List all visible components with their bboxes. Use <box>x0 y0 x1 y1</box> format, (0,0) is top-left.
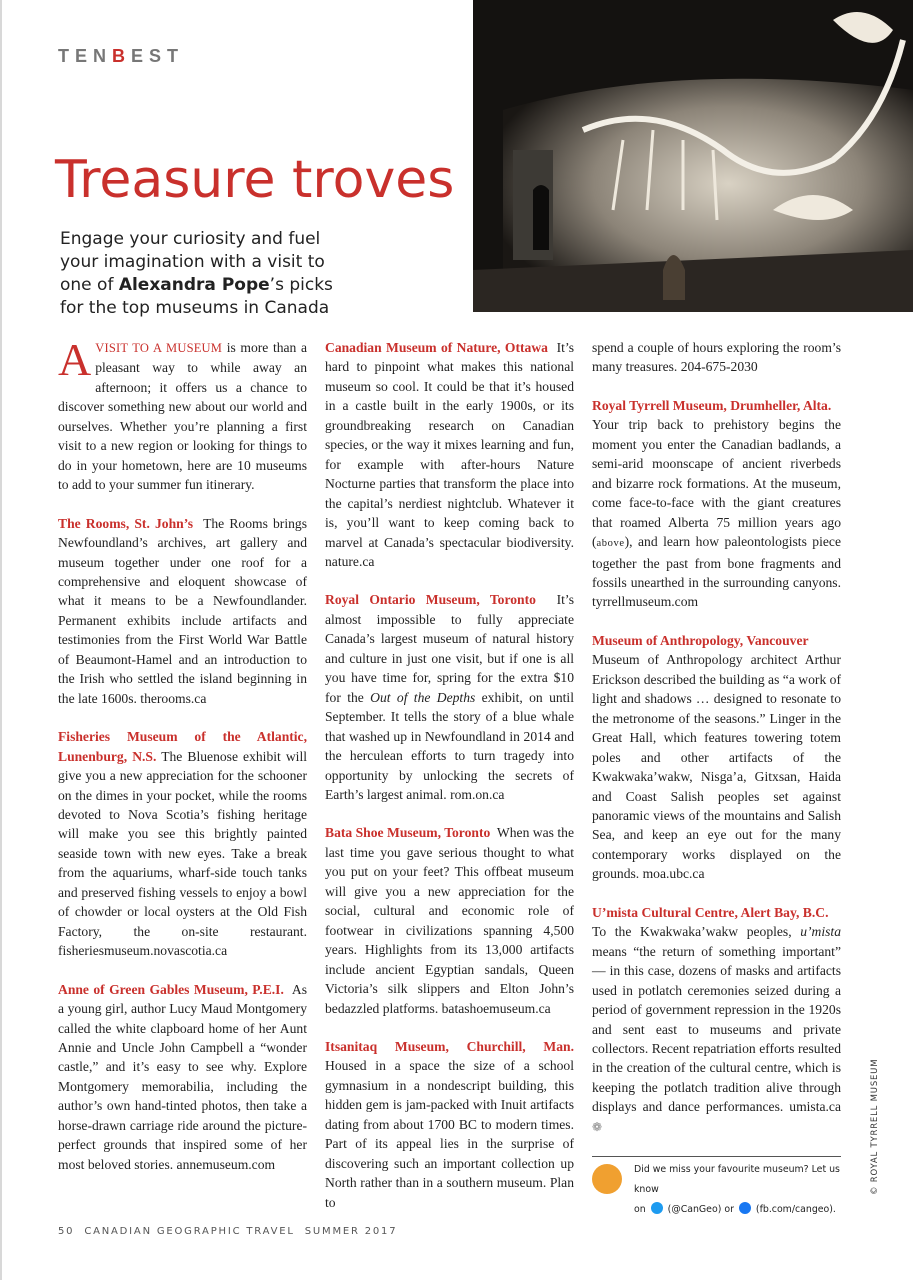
twitter-icon <box>651 1202 663 1214</box>
dinosaur-skeleton-illustration <box>473 0 913 312</box>
facebook-icon <box>739 1202 751 1214</box>
author-name: Alexandra Pope <box>118 275 270 295</box>
museum-heading: Anne of Green Gables Museum, P.E.I. <box>58 981 284 997</box>
issue-date: SUMMER 2017 <box>304 1226 398 1237</box>
museum-entry: Canadian Museum of Nature, Ottawa It’s hard to pinpoint what makes this national museum so cool. It could be that it’s housed in a castle built in the early 1900s, or its groundbreaking research on Canadian species, or the way it mixes learning and fun, for example with after-hours Nature Nocturne parties that transform the place into the capital’s nerdiest nightclub. Whatever it is, you’ll want to keep coming back to marvel at Canada’s spectacular biodiversity. nature.ca <box>325 340 575 569</box>
museum-entry-continued: spend a couple of hours exploring the room’s many treasures. 204-675-2030 <box>592 340 841 375</box>
museum-heading: Canadian Museum of Nature, Ottawa <box>325 340 548 355</box>
page-title: Treasure troves <box>55 150 455 210</box>
social-callout <box>592 1160 852 1215</box>
article-deck: Engage your curiosity and fuel your imagination with a visit to one of Alexandra Pope’s picks for the top museums in Canada <box>60 229 333 318</box>
museum-heading: Museum of Anthropology, Vancouver <box>592 632 809 648</box>
museum-heading: The Rooms, St. John’s <box>58 515 194 531</box>
article-column-2 <box>325 338 574 1231</box>
publication-name: CANADIAN GEOGRAPHIC TRAVEL <box>84 1226 295 1237</box>
article-column-1 <box>58 334 308 1193</box>
intro-paragraph: AVISIT TO A MUSEUM is more than a pleasant way to while away an afternoon; it offers us a chance to discover something new about our world and ourselves. Whether you’re planning a first visit to a new region or looking for things to do in your hometown, here are 10 museums to add to your summer fun itinerary. <box>58 334 308 493</box>
facebook-link[interactable]: (fb.com/cangeo). <box>755 1204 836 1215</box>
museum-entry: Bata Shoe Museum, Toronto When was the last time you gave serious thought to what you put on your feet? This offbeat museum will give you a new appreciation for the social, cultural and economic role of footwear in civilizations spanning 4,500 years. Highlights from its 13,000 artifacts include ancient Egyptian sandals, Queen Victoria’s silk slippers and Elton John’s bedazzled platforms. batashoemuseum.ca <box>325 825 574 1016</box>
section-kicker: TENBEST <box>58 46 185 66</box>
callout-divider <box>592 1156 841 1157</box>
museum-entry: Royal Tyrrell Museum, Drumheller, Alta. Your trip back to prehistory begins the moment you enter the Canadian badlands, a semi-arid moonscape of ancient riverbeds and bizarre rock formations. At the museum, come face-to-face with the giant creatures that roamed Alberta 75 million years ago (above), and learn how paleontologists piece together the past from bone fragments and fossils unearthed in the surrounding canyons. tyrrellmuseum.com <box>592 397 841 610</box>
museum-entry: Royal Ontario Museum, Toronto It’s almost impossible to fully appreciate Canada’s largest museum of natural history and culture in just one visit, but if one is all you have time for, spring for the extra $10 for the Out of the Depths exhibit, on until September. It tells the story of a blue whale that washed up in Newfoundland in 2014 and the herculean efforts to turn tragedy into opportunity by unlocking the secrets of Earth’s largest animal. rom.on.ca <box>325 592 574 802</box>
museum-heading: Itsanitaq Museum, Churchill, Man. <box>325 1038 574 1054</box>
pointing-hand-icon <box>592 1164 622 1194</box>
museum-entry: The Rooms, St. John’s The Rooms brings Newfoundland’s archives, art gallery and museum together under one roof for a comprehensive and eloquent showcase of what it means to be a Newfoundlander. Permanent exhibits include artifacts and testimonies from the First World War Battle of Beaumont-Hamel and an introduction to the Irish who settled the island beginning in the late 1600s. therooms.ca <box>58 515 307 706</box>
page-number: 50 <box>58 1226 75 1237</box>
museum-entry: U’mista Cultural Centre, Alert Bay, B.C. To the Kwakwaka’wakw peoples, u’mista means “the return of something important” — in this case, dozens of masks and artifacts used in potlatch ceremonies seized during a period of government repression in the 1920s and sent east to museums and private collectors. Recent repatriation efforts resulted in the creation of the cultural centre, which is keeping the potlatch tradition alive through displays and dance performances. umista.ca ❁ <box>592 904 841 1134</box>
museum-heading: Royal Tyrrell Museum, Drumheller, Alta. <box>592 397 832 413</box>
dinosaur-exhibit-photo <box>473 0 913 312</box>
photo-credit: © ROYAL TYRRELL MUSEUM <box>870 1058 880 1195</box>
twitter-handle-link[interactable]: (@CanGeo) <box>667 1204 722 1215</box>
page-footer <box>58 1226 407 1237</box>
article-column-3 <box>592 338 841 1156</box>
museum-entry: Museum of Anthropology, Vancouver Museum of Anthropology architect Arthur Erickson described the building as “a work of light and shadows … designed to resonate to the metronome of the seasons.” Linger in the Great Hall, which features towering totem poles and other artifacts of the Kwakwaka’wakw, Nisga’a, Gitxsan, Haida and Coast Salish peoples set against panoramic views of the mountains and Salish Sea, and keep an eye out for the many contemporary works displayed on the grounds. moa.ubc.ca <box>592 632 841 882</box>
museum-heading: Fisheries Museum of the Atlantic, Lunenburg, N.S. <box>58 729 307 764</box>
museum-entry: Fisheries Museum of the Atlantic, Lunenburg, N.S. The Bluenose exhibit will give you a new appreciation for the schooner on the dimes in your pocket, while the rooms devoted to Nova Scotia’s fishing heritage will make you see this brightly painted seaside town with new eyes. Take a break from the aquariums, wharf-side touch tanks and preserved fishing vessels to enjoy a bowl of chowder or local oysters at the Old Fish Factory, the on-site restaurant. fisheriesmuseum.novascotia.ca <box>58 729 308 959</box>
drop-cap: A <box>58 334 92 385</box>
page-spine-rule <box>0 0 2 1280</box>
callout-line-1: Did we miss your favourite museum? Let us know <box>634 1164 840 1195</box>
museum-heading: Royal Ontario Museum, Toronto <box>325 592 536 608</box>
museum-entry: Itsanitaq Museum, Churchill, Man. Housed in a space the size of a school gymnasium in a nondescript building, this hidden gem is jam-packed with Inuit artifacts dating from about 1700 BC to modern times. Part of its appeal lies in the surprise of discovering such an important collection up North rather than in a southern museum. Plan to <box>325 1038 574 1210</box>
museum-heading: U’mista Cultural Centre, Alert Bay, B.C. <box>592 904 829 920</box>
museum-entry: Anne of Green Gables Museum, P.E.I. As a young girl, author Lucy Maud Montgomery called the white clapboard home of her Aunt Annie and Uncle John Campbell a “wonder castle,” and it’s easy to see why. Explore Montgomery memorabilia, including the author’s own hand-tinted photos, then take a horse-drawn carriage ride around the picture-perfect grounds that inspired some of her most beloved stories. annemuseum.com <box>58 981 307 1172</box>
museum-heading: Bata Shoe Museum, Toronto <box>325 825 491 841</box>
end-mark-icon: ❁ <box>592 1119 603 1134</box>
callout-line-2: on (@CanGeo) or (fb.com/cangeo). <box>634 1204 836 1215</box>
